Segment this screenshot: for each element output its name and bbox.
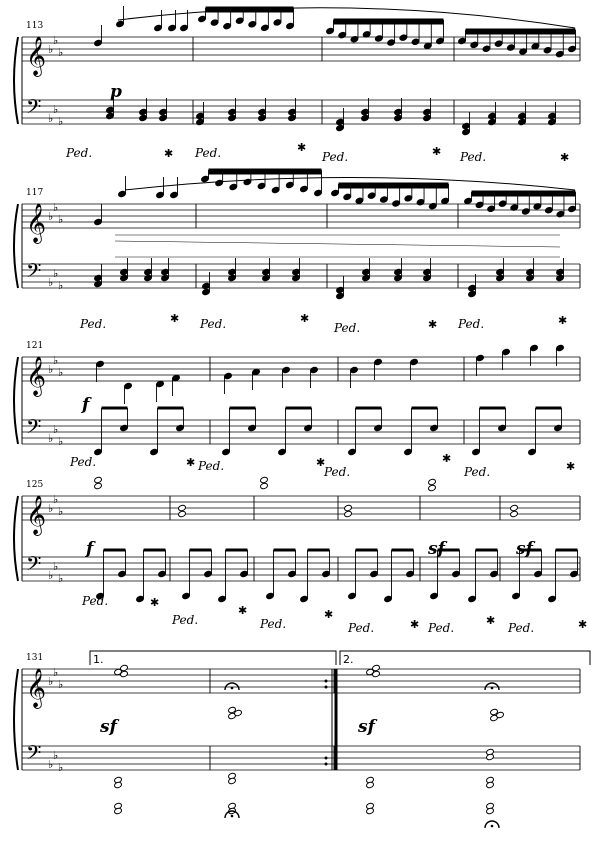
pedal-release: ✱ [324, 608, 334, 621]
notehead [156, 380, 165, 387]
pedal-release: ✱ [432, 145, 442, 158]
notehead [322, 570, 331, 577]
notehead [262, 274, 271, 281]
bass-clef: 𝄢 [26, 741, 42, 769]
flat-sign: ♭ [53, 560, 59, 573]
notehead [150, 448, 159, 455]
flat-sign: ♭ [53, 34, 59, 47]
pedal-release: ✱ [164, 147, 174, 160]
notehead [198, 15, 207, 22]
flat-sign: ♭ [48, 112, 54, 125]
flat-sign: ♭ [58, 279, 64, 292]
notehead [530, 344, 539, 351]
notehead [235, 17, 244, 24]
volta-1-bracket [90, 651, 336, 665]
notehead [161, 268, 170, 275]
notehead [468, 284, 477, 291]
notehead [554, 424, 563, 431]
notehead [282, 366, 291, 373]
pedal-release: ✱ [238, 604, 248, 617]
notehead [266, 592, 275, 599]
notehead [570, 570, 579, 577]
notehead [292, 268, 301, 275]
pedal-release: ✱ [150, 596, 160, 609]
notehead [260, 476, 269, 483]
notehead [170, 191, 179, 198]
dynamic-sf: sf [358, 717, 375, 737]
notehead [158, 570, 167, 577]
notehead [494, 40, 503, 47]
volta-2-label: 2. [343, 653, 354, 666]
flat-sign: ♭ [53, 201, 59, 214]
pedal-mark: Ped. [82, 594, 109, 608]
notehead [404, 195, 413, 202]
notehead [367, 192, 376, 199]
bass-clef: 𝄢 [26, 415, 42, 443]
notehead [384, 595, 393, 602]
brace [14, 669, 18, 770]
notehead [488, 112, 497, 119]
notehead [278, 448, 287, 455]
notehead [201, 175, 210, 182]
measure-number: 117 [26, 188, 44, 198]
pedal-mark: Ped. [334, 321, 361, 335]
notehead [518, 112, 527, 119]
notehead [498, 424, 507, 431]
notehead [548, 118, 557, 125]
notehead [124, 382, 133, 389]
notehead [392, 200, 401, 207]
notehead [326, 27, 335, 34]
notehead [423, 268, 432, 275]
notehead [144, 274, 153, 281]
volta-1-label: 1. [93, 653, 104, 666]
notehead [288, 114, 297, 121]
notehead [518, 118, 527, 125]
pedal-mark: Ped. [260, 617, 287, 631]
notehead [120, 274, 129, 281]
brace [14, 357, 18, 444]
notehead [556, 50, 565, 57]
repeat-dot [325, 686, 328, 689]
flat-sign: ♭ [48, 432, 54, 445]
notehead [343, 193, 352, 200]
notehead [372, 664, 381, 671]
notehead [304, 424, 313, 431]
notehead [139, 108, 148, 115]
fermata-dot [491, 825, 494, 828]
notehead [243, 178, 252, 185]
notehead [548, 112, 557, 119]
notehead [568, 205, 577, 212]
pedal-mark: Ped. [464, 465, 491, 479]
pedal-release: ✱ [442, 452, 452, 465]
flat-sign: ♭ [58, 46, 64, 59]
flat-sign: ♭ [58, 505, 64, 518]
notehead [404, 448, 413, 455]
notehead [336, 118, 345, 125]
notehead [229, 183, 238, 190]
notehead [178, 510, 187, 517]
notehead [168, 24, 177, 31]
pedal-mark: Ped. [428, 621, 455, 635]
notehead [468, 595, 477, 602]
notehead [336, 124, 345, 131]
flat-sign: ♭ [58, 761, 64, 774]
dynamic-f: f [86, 539, 94, 559]
notehead [252, 368, 261, 375]
notehead [430, 424, 439, 431]
flat-sign: ♭ [48, 675, 54, 688]
treble-clef: 𝄞 [26, 356, 47, 396]
brace [14, 37, 18, 124]
notehead [94, 39, 103, 46]
pedal-release: ✱ [410, 618, 420, 631]
notehead [300, 595, 309, 602]
notehead [288, 570, 297, 577]
notehead [94, 482, 103, 489]
fermata-dot [231, 687, 234, 690]
notehead [482, 45, 491, 52]
notehead [394, 274, 403, 281]
pedal-release: ✱ [566, 460, 576, 473]
dynamic-f: f [82, 395, 90, 415]
flat-sign: ♭ [48, 569, 54, 582]
flat-sign: ♭ [48, 363, 54, 376]
notehead [374, 358, 383, 365]
notehead [568, 45, 577, 52]
flat-sign: ♭ [48, 43, 54, 56]
notehead [348, 448, 357, 455]
notehead [387, 39, 396, 46]
notehead [144, 268, 153, 275]
flat-sign: ♭ [53, 354, 59, 367]
notehead [96, 360, 105, 367]
measure-number: 131 [26, 653, 44, 663]
flat-sign: ♭ [58, 213, 64, 226]
pedal-release: ✱ [428, 318, 438, 331]
notehead [120, 268, 129, 275]
notehead [271, 186, 280, 193]
bass-clef: 𝄢 [26, 259, 42, 287]
notehead [462, 122, 471, 129]
notehead [496, 268, 505, 275]
notehead [362, 274, 371, 281]
notehead [172, 374, 181, 381]
notehead [428, 478, 437, 485]
notehead [223, 22, 232, 29]
notehead [556, 210, 565, 217]
notehead [262, 268, 271, 275]
pedal-release: ✱ [578, 618, 588, 631]
notehead [406, 570, 415, 577]
notehead [496, 274, 505, 281]
notehead [222, 448, 231, 455]
notehead [476, 354, 485, 361]
notehead [487, 205, 496, 212]
notehead [361, 108, 370, 115]
pedal-mark: Ped. [172, 613, 199, 627]
notehead [507, 44, 516, 51]
notehead [429, 202, 438, 209]
notehead [182, 592, 191, 599]
notehead [260, 482, 269, 489]
notehead [510, 504, 519, 511]
pedal-release: ✱ [558, 314, 568, 327]
pedal-mark: Ped. [458, 317, 485, 331]
notehead [118, 570, 127, 577]
notehead [159, 108, 168, 115]
notehead [224, 372, 233, 379]
notehead [257, 182, 266, 189]
notehead [556, 268, 565, 275]
pedal-mark: Ped. [348, 621, 375, 635]
notehead [106, 112, 115, 119]
notehead [534, 570, 543, 577]
fermata-dot [491, 687, 494, 690]
notehead [136, 595, 145, 602]
notehead [240, 570, 249, 577]
notehead [375, 35, 384, 42]
notehead [154, 24, 163, 31]
notehead [202, 282, 211, 289]
notehead [292, 274, 301, 281]
pedal-mark: Ped. [70, 455, 97, 469]
notehead [380, 196, 389, 203]
notehead [545, 207, 554, 214]
pedal-mark: Ped. [324, 465, 351, 479]
treble-clef: 𝄞 [26, 203, 47, 243]
notehead [374, 424, 383, 431]
notehead [423, 108, 432, 115]
notehead [258, 108, 267, 115]
notehead [94, 476, 103, 483]
pedal-mark: Ped. [195, 146, 222, 160]
notehead [288, 108, 297, 115]
notehead [394, 268, 403, 275]
notehead [411, 38, 420, 45]
pedal-release: ✱ [486, 614, 496, 627]
notehead [204, 570, 213, 577]
repeat-dot [325, 680, 328, 683]
notehead [161, 274, 170, 281]
pedal-release: ✱ [186, 456, 196, 469]
notehead [361, 114, 370, 121]
flat-sign: ♭ [58, 366, 64, 379]
dynamic-p: p [110, 82, 122, 102]
notehead [528, 448, 537, 455]
notehead [498, 200, 507, 207]
notehead [462, 128, 471, 135]
notehead [526, 268, 535, 275]
notehead [472, 448, 481, 455]
measure-number: 121 [26, 341, 44, 351]
notehead [286, 22, 295, 29]
notehead [548, 595, 557, 602]
pedal-release: ✱ [170, 312, 180, 325]
notehead [159, 114, 168, 121]
notehead [118, 190, 127, 197]
notehead [394, 114, 403, 121]
notehead [310, 366, 319, 373]
fermata-dot [231, 815, 234, 818]
flat-sign: ♭ [58, 678, 64, 691]
notehead [338, 31, 347, 38]
notehead [344, 504, 353, 511]
flat-sign: ♭ [53, 749, 59, 762]
flat-sign: ♭ [58, 572, 64, 585]
repeat-dot [325, 763, 328, 766]
notehead [502, 348, 511, 355]
cross-staff-line [115, 241, 560, 247]
notehead [94, 218, 103, 225]
pedal-release: ✱ [300, 312, 310, 325]
notehead [556, 274, 565, 281]
notehead [350, 366, 359, 373]
notehead [218, 595, 227, 602]
notehead [273, 19, 282, 26]
notehead [210, 19, 219, 26]
notehead [543, 47, 552, 54]
notehead [512, 592, 521, 599]
pedal-mark: Ped. [322, 150, 349, 164]
notehead [526, 274, 535, 281]
pedal-mark: Ped. [80, 317, 107, 331]
notehead [336, 286, 345, 293]
notehead [331, 189, 340, 196]
notehead [228, 268, 237, 275]
notehead [490, 570, 499, 577]
measure-number: 113 [26, 21, 44, 31]
pedal-mark: Ped. [200, 317, 227, 331]
notehead [314, 189, 323, 196]
treble-clef: 𝄞 [26, 495, 47, 535]
notehead [248, 21, 257, 28]
notehead [522, 208, 531, 215]
notehead [94, 280, 103, 287]
volta-2-bracket [340, 651, 590, 665]
notehead [436, 37, 445, 44]
notehead [215, 179, 224, 186]
dynamic-sf: sf [100, 717, 117, 737]
notehead [156, 191, 165, 198]
notehead [410, 358, 419, 365]
notehead [116, 20, 125, 27]
notehead [202, 288, 211, 295]
pedal-mark: Ped. [66, 146, 93, 160]
notehead [285, 181, 294, 188]
notehead [423, 274, 432, 281]
pedal-mark: Ped. [508, 621, 535, 635]
flat-sign: ♭ [48, 758, 54, 771]
notehead [416, 199, 425, 206]
notehead [428, 484, 437, 491]
notehead [94, 274, 103, 281]
pedal-mark: Ped. [460, 150, 487, 164]
pedal-mark: Ped. [198, 459, 225, 473]
notehead [430, 592, 439, 599]
notehead [261, 24, 270, 31]
flat-sign: ♭ [48, 276, 54, 289]
notehead [228, 274, 237, 281]
treble-clef: 𝄞 [26, 668, 47, 708]
notehead [510, 510, 519, 517]
flat-sign: ♭ [53, 666, 59, 679]
notehead [458, 37, 467, 44]
notehead [300, 185, 309, 192]
notehead [441, 197, 450, 204]
dynamic-sf: sf [516, 539, 533, 559]
notehead [344, 510, 353, 517]
pedal-release: ✱ [316, 456, 326, 469]
flat-sign: ♭ [58, 435, 64, 448]
notehead [470, 41, 479, 48]
notehead [336, 292, 345, 299]
notehead [468, 290, 477, 297]
pedal-release: ✱ [297, 141, 307, 154]
bass-clef: 𝄢 [26, 95, 42, 123]
flat-sign: ♭ [48, 502, 54, 515]
notehead [394, 108, 403, 115]
notehead [362, 268, 371, 275]
notehead [556, 344, 565, 351]
notehead [228, 108, 237, 115]
notehead [228, 114, 237, 121]
notehead [120, 664, 129, 671]
notehead [370, 570, 379, 577]
flat-sign: ♭ [53, 493, 59, 506]
notehead [178, 504, 187, 511]
brace [14, 204, 18, 288]
notehead [120, 424, 129, 431]
notehead [488, 118, 497, 125]
repeat-dot [325, 757, 328, 760]
notehead [196, 118, 205, 125]
measure-number: 125 [26, 480, 44, 490]
flat-sign: ♭ [48, 210, 54, 223]
notehead [423, 114, 432, 121]
bass-clef: 𝄢 [26, 552, 42, 580]
flat-sign: ♭ [53, 103, 59, 116]
flat-sign: ♭ [53, 267, 59, 280]
notehead [348, 592, 357, 599]
dynamic-sf: sf [428, 539, 445, 559]
notehead [464, 197, 473, 204]
treble-clef: 𝄞 [26, 36, 47, 76]
notehead [355, 197, 364, 204]
flat-sign: ♭ [53, 423, 59, 436]
notehead [475, 201, 484, 208]
brace [14, 496, 18, 581]
flat-sign: ♭ [58, 115, 64, 128]
notehead [248, 424, 257, 431]
notehead [139, 114, 148, 121]
notehead [258, 114, 267, 121]
notehead [180, 24, 189, 31]
notehead [196, 112, 205, 119]
notehead [452, 570, 461, 577]
notehead [399, 34, 408, 41]
notehead [176, 424, 185, 431]
pedal-release: ✱ [560, 151, 570, 164]
notehead [106, 106, 115, 113]
